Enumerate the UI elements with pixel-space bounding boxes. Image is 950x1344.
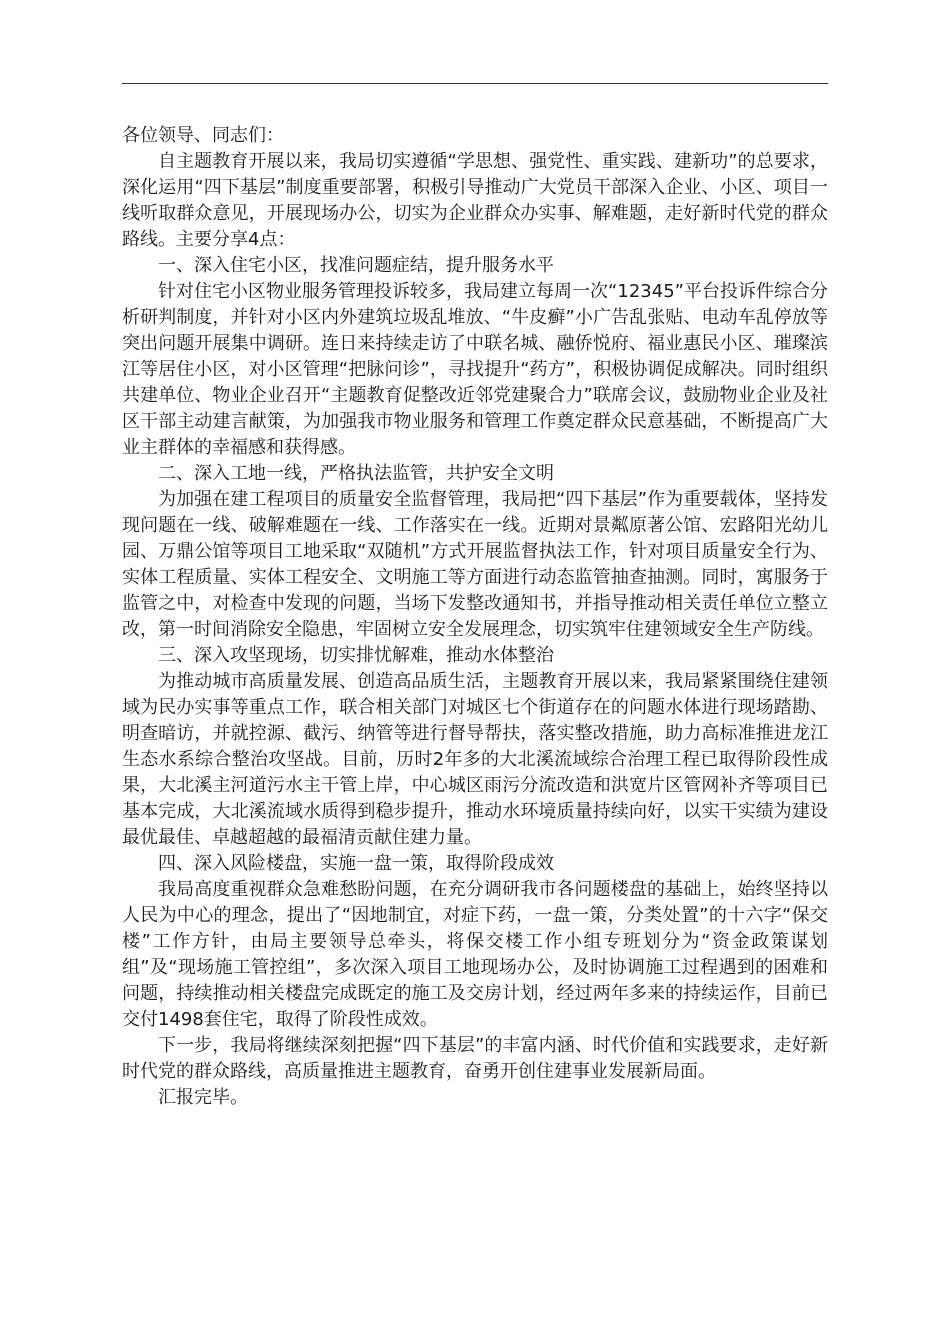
intro-paragraph: 自主题教育开展以来，我局切实遵循“学思想、强党性、重实践、建新功”的总要求，深化运用“四下基层”制度重要部署，积极引导推动广大党员干部深入企业、小区、项目一线听取群众意见，开展现场办公，切实为企业群众办实事、解难题，走好新时代党的群众路线。主要分享4点：	[122, 151, 828, 250]
document-body	[122, 123, 828, 1111]
section-heading-4: 四、深入风险楼盘，实施一盘一策，取得阶段成效	[158, 853, 554, 874]
section-body-2: 为加强在建工程项目的质量安全监督管理，我局把“四下基层”作为重要载体，坚持发现问题在一线、破解难题在一线、工作落实在一线。近期对景粼原著公馆、宏路阳光幼儿园、万鼎公馆等项目工地采取“双随机”方式开展监督执法工作，针对项目质量安全行为、实体工程质量、实体工程安全、文明施工等方面进行动态监管抽查抽测。同时，寓服务于监管之中，对检查中发现的问题，当场下发整改通知书，并指导推动相关责任单位立整立改，第一时间消除安全隐患，牢固树立安全发展理念，切实筑牢住建领域安全生产防线。	[122, 489, 828, 640]
header-rule	[122, 83, 828, 84]
section-body-4: 我局高度重视群众急难愁盼问题，在充分调研我市各问题楼盘的基础上，始终坚持以人民为中心的理念，提出了“因地制宜，对症下药，一盘一策，分类处置”的十六字“保交楼”工作方针，由局主要领导总牵头，将保交楼工作小组专班划分为“资金政策谋划组”及“现场施工管控组”，多次深入项目工地现场办公，及时协调施工过程遇到的困难和问题，持续推动相关楼盘完成既定的施工及交房计划，经过两年多来的持续运作，目前已交付1498套住宅，取得了阶段性成效。	[122, 879, 828, 1030]
section-heading-3: 三、深入攻坚现场，切实排忧解难，推动水体整治	[158, 645, 554, 666]
section-heading-1: 一、深入住宅小区，找准问题症结，提升服务水平	[158, 255, 554, 276]
next-step-paragraph: 下一步，我局将继续深刻把握“四下基层”的丰富内涵、时代价值和实践要求，走好新时代党的群众路线，高质量推进主题教育，奋勇开创住建事业发展新局面。	[122, 1035, 828, 1082]
closing-line: 汇报完毕。	[158, 1087, 248, 1108]
salutation: 各位领导、同志们：	[122, 125, 284, 146]
section-body-3: 为推动城市高质量发展、创造高品质生活，主题教育开展以来，我局紧紧围绕住建领域为民办实事等重点工作，联合相关部门对城区七个街道存在的问题水体进行现场踏勘、明查暗访，并就控源、截污、纳管等进行督导帮扶，落实整改措施，助力高标准推进龙江生态水系综合整治攻坚战。目前，历时2年多的大北溪流域综合治理工程已取得阶段性成果，大北溪主河道污水主干管上岸，中心城区雨污分流改造和洪宽片区管网补齐等项目已基本完成，大北溪流域水质得到稳步提升，推动水环境质量持续向好，以实干实绩为建设最优最佳、卓越超越的最福清贡献住建力量。	[122, 671, 828, 848]
section-body-1: 针对住宅小区物业服务管理投诉较多，我局建立每周一次“12345”平台投诉件综合分析研判制度，并针对小区内外建筑垃圾乱堆放、“牛皮癣”小广告乱张贴、电动车乱停放等突出问题开展集中调研。连日来持续走访了中联名城、融侨悦府、福业惠民小区、璀璨滨江等居住小区，对小区管理“把脉问诊”，寻找提升“药方”，积极协调促成解决。同时组织共建单位、物业企业召开“主题教育促整改近邻党建聚合力”联席会议，鼓励物业企业及社区干部主动建言献策，为加强我市物业服务和管理工作奠定群众民意基础，不断提高广大业主群体的幸福感和获得感。	[122, 281, 828, 458]
section-heading-2: 二、深入工地一线，严格执法监管，共护安全文明	[158, 463, 554, 484]
